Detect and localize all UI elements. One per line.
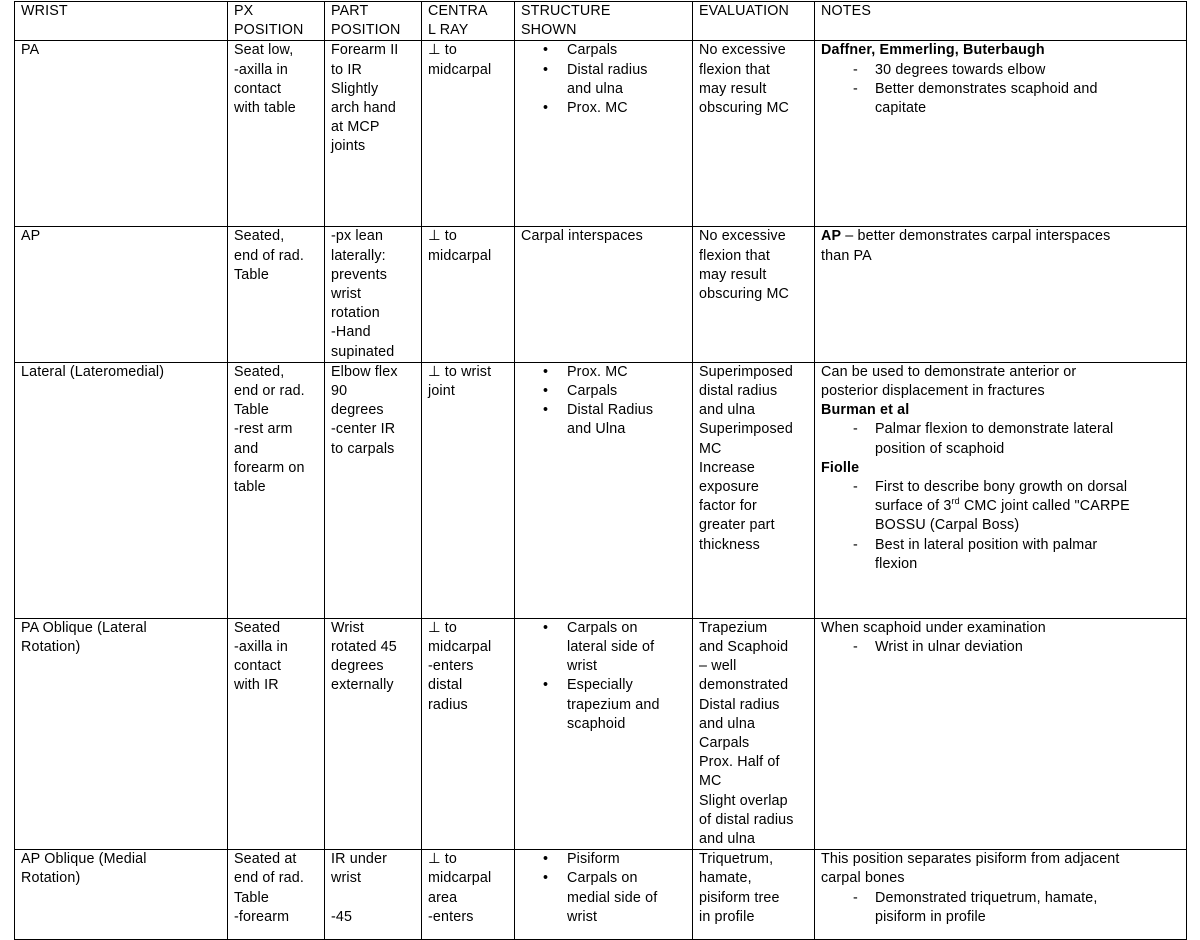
header-row: [15, 2, 1187, 41]
cell-projection: AP: [15, 227, 228, 362]
notes-intro: This position separates pisiform from adjacent carpal bones: [821, 851, 1120, 887]
table-row: [15, 618, 1187, 849]
cell-px-position: Seated at end of rad. Table -forearm: [228, 850, 325, 940]
cell-evaluation: No excessive flexion that may result obscuring MC: [693, 41, 815, 227]
cell-part-position: Elbow flex 90 degrees -center IR to carpals: [325, 362, 422, 618]
notes-author: Burman et al: [821, 402, 910, 419]
list-item: • Distal radius and ulna: [567, 61, 688, 99]
cell-part-position: -px lean laterally: prevents wrist rotation -Hand supinated: [325, 227, 422, 362]
cell-projection: PA: [15, 41, 228, 227]
cell-notes: [815, 362, 1187, 618]
cell-projection: PA Oblique (Lateral Rotation): [15, 618, 228, 849]
list-item: - Wrist in ulnar deviation: [875, 638, 1182, 657]
header-central-ray: CENTRA L RAY: [422, 2, 515, 41]
table-row: [15, 41, 1187, 227]
list-item: • Prox. MC: [567, 363, 688, 382]
list-item: - First to describe bony growth on dorsal surface of 3rd CMC joint called "CARPE BOSSU (Carpal Boss): [875, 478, 1182, 536]
list-item: • Especially trapezium and scaphoid: [567, 676, 688, 734]
cell-evaluation: Triquetrum, hamate, pisiform tree in profile: [693, 850, 815, 940]
cell-notes: [815, 227, 1187, 362]
list-item: - Demonstrated triquetrum, hamate, pisiform in profile: [875, 889, 1182, 927]
cell-px-position: Seat low, -axilla in contact with table: [228, 41, 325, 227]
header-evaluation: EVALUATION: [693, 2, 815, 41]
cell-central-ray: ⊥ to midcarpal: [422, 227, 515, 362]
cell-structure-shown: [515, 618, 693, 849]
cell-px-position: Seated, end or rad. Table -rest arm and forearm on table: [228, 362, 325, 618]
list-item: - Better demonstrates scaphoid and capitate: [875, 80, 1182, 118]
notes-intro: When scaphoid under examination: [821, 619, 1046, 636]
list-item: • Prox. MC: [567, 99, 688, 118]
cell-structure-shown: [515, 850, 693, 940]
cell-projection: AP Oblique (Medial Rotation): [15, 850, 228, 940]
cell-central-ray: ⊥ to midcarpal: [422, 41, 515, 227]
cell-part-position: IR under wrist -45: [325, 850, 422, 940]
list-item: - 30 degrees towards elbow: [875, 61, 1182, 80]
cell-central-ray: ⊥ to midcarpal -enters distal radius: [422, 618, 515, 849]
cell-central-ray: ⊥ to wrist joint: [422, 362, 515, 618]
cell-evaluation: Trapezium and Scaphoid – well demonstrated Distal radius and ulna Carpals Prox. Half of MC Slight overlap of distal radius and ulna: [693, 618, 815, 849]
wrist-positioning-table: [14, 1, 1187, 940]
cell-part-position: Wrist rotated 45 degrees externally: [325, 618, 422, 849]
cell-notes: [815, 41, 1187, 227]
list-item: • Distal Radius and Ulna: [567, 401, 688, 439]
list-item: - Best in lateral position with palmar flexion: [875, 536, 1182, 574]
header-part-position: PART POSITION: [325, 2, 422, 41]
list-item: • Carpals: [567, 41, 688, 60]
header-wrist: WRIST: [15, 2, 228, 41]
notes-author: Daffner, Emmerling, Buterbaugh: [821, 42, 1045, 59]
list-item: • Carpals on medial side of wrist: [567, 869, 688, 927]
header-structure-shown: STRUCTURE SHOWN: [515, 2, 693, 41]
cell-px-position: Seated -axilla in contact with IR: [228, 618, 325, 849]
cell-structure-shown: Carpal interspaces: [515, 227, 693, 362]
cell-notes: [815, 618, 1187, 849]
notes-intro: Can be used to demonstrate anterior or posterior displacement in fractures: [821, 363, 1077, 400]
cell-structure-shown: [515, 362, 693, 618]
list-item: • Pisiform: [567, 850, 688, 869]
cell-central-ray: ⊥ to midcarpal area -enters: [422, 850, 515, 940]
cell-notes: [815, 850, 1187, 940]
table-row: [15, 227, 1187, 362]
header-notes: NOTES: [815, 2, 1187, 41]
cell-evaluation: Superimposed distal radius and ulna Superimposed MC Increase exposure factor for greater part thickness: [693, 362, 815, 618]
cell-part-position: Forearm II to IR Slightly arch hand at MCP joints: [325, 41, 422, 227]
table-row: [15, 850, 1187, 940]
cell-px-position: Seated, end of rad. Table: [228, 227, 325, 362]
cell-projection: Lateral (Lateromedial): [15, 362, 228, 618]
cell-structure-shown: [515, 41, 693, 227]
list-item: - Palmar flexion to demonstrate lateral position of scaphoid: [875, 420, 1182, 458]
header-px-position: PX POSITION: [228, 2, 325, 41]
notes-text: – better demonstrates carpal interspaces than PA: [821, 228, 1111, 264]
cell-evaluation: No excessive flexion that may result obscuring MC: [693, 227, 815, 362]
list-item: • Carpals on lateral side of wrist: [567, 619, 688, 677]
table-row: [15, 362, 1187, 618]
list-item: • Carpals: [567, 382, 688, 401]
notes-author: Fiolle: [821, 459, 860, 476]
notes-bold-label: AP: [821, 228, 842, 245]
